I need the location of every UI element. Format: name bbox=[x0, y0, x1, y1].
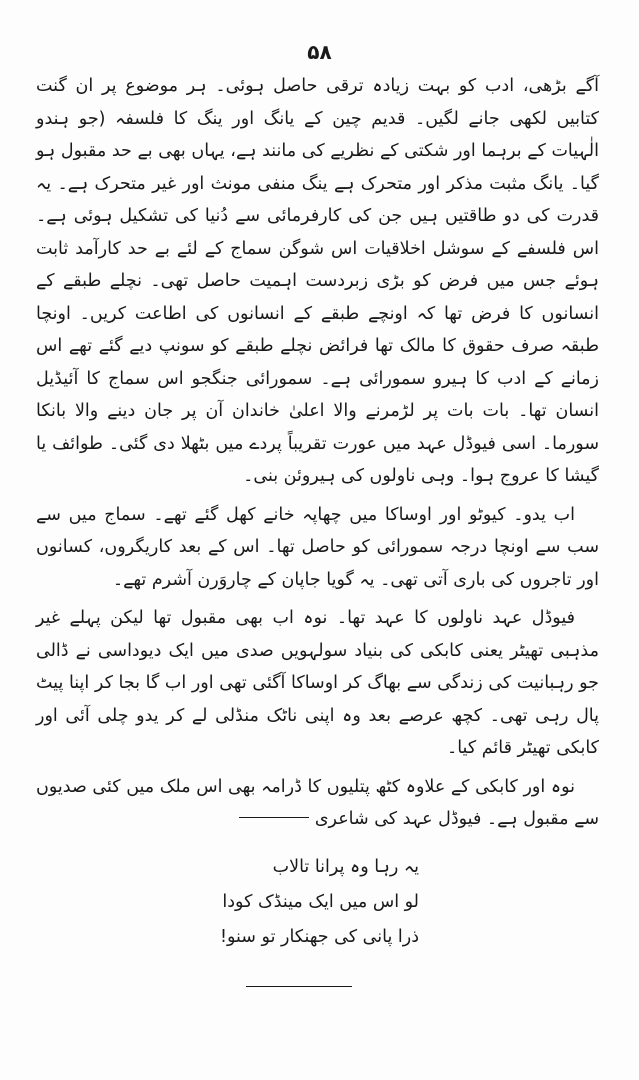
page-number: ۵۸ bbox=[307, 40, 332, 64]
paragraph-3: فیوڈل عہد ناولوں کا عہد تھا۔ نوہ اب بھی مقبول تھا لیکن پہلے غیر مذہبی تھیٹر یعنی کابکی کی بنیاد سولہویں صدی میں ایک دیوداسی نے ڈالی جو رہبانیت کی زندگی سے بھاگ کر اوساکا آگئی تھی اور اب گا بجا کر اپنا پیٹ پال رہی تھی۔ کچھ عرصے بعد وہ اپنی ناٹک منڈلی لے کر یدو چلی آئی اور کابکی تھیٹر قائم کیا۔ bbox=[36, 608, 599, 758]
paragraph-4 bbox=[36, 771, 599, 836]
paragraph-4-text: نوہ اور کابکی کے علاوہ کٹھ پتلیوں کا ڈرامہ بھی اس ملک میں کئی صدیوں سے مقبول ہے۔ bbox=[36, 776, 599, 829]
paragraph-1: آگے بڑھی، ادب کو بہت زیادہ ترقی حاصل ہوئی۔ ہر موضوع پر ان گنت کتابیں لکھی جانے لگیں۔ قدیم چین کے یانگ اور ینگ کا فلسفہ (جو ہندو الٰہیات کے برہما اور شکتی کے نظریے کی مانند ہے، یہاں بھی بے حد مقبول ہو گیا۔ یانگ مثبت مذکر اور متحرک ہے ینگ منفی مونث اور غیر متحرک ہے۔ یہ قدرت کی دو طاقتیں ہیں جن کی کارفرمائی سے دُنیا کی تشکیل ہوئی ہے۔ اس فلسفے کے سوشل اخلاقیات اس شوگن سماج کے لئے بے حد کارآمد ثابت ہوئے جس میں فرض کو بڑی زبردست اہمیت حاصل تھی۔ نچلے طبقے کے انسانوں کا فرض تھا کہ اونچے طبقے کے انسانوں کی اطاعت کریں۔ اونچا طبقہ صرف حقوق کا مالک تھا فرائض نچلے طبقے کو سونپ دیے گئے تھے اس زمانے کے ادب کا ہیرو سمورائی ہے۔ سمورائی جنگجو اس سماج کا آئیڈیل انسان تھا۔ بات بات پر لڑمرنے والا اعلیٰ خاندان آن پر جان دینے والا بانکا سورما۔ اسی فیوڈل عہد میں عورت تقریباً پردے میں بٹھلا دی گئی۔ طوائف یا گیشا کا عروج ہوا۔ وہی ناولوں کی ہیروئن بنی۔ bbox=[36, 76, 599, 486]
poem bbox=[220, 850, 419, 955]
poem-line-1: یہ رہا وہ پرانا تالاب bbox=[272, 857, 419, 877]
heading-dash-line bbox=[239, 817, 309, 818]
end-divider bbox=[246, 986, 352, 987]
body-text bbox=[36, 70, 599, 842]
paragraph-2: اب یدو۔ کیوٹو اور اوساکا میں چھاپہ خانے کھل گئے تھے۔ سماج میں سے سب سے اونچا درجہ سمورائی کو حاصل تھا۔ اس کے بعد کاریگروں، کسانوں اور تاجروں کی باری آتی تھی۔ یہ گویا جاپان کے چاروَرن آشرم تھے۔ bbox=[36, 504, 599, 590]
poem-line-3: ذرا پانی کی جھنکار تو سنو! bbox=[219, 927, 419, 947]
poem-line-2: لو اس میں ایک مینڈک کودا bbox=[222, 892, 419, 912]
section-heading: فیوڈل عہد کی شاعری bbox=[314, 809, 482, 829]
